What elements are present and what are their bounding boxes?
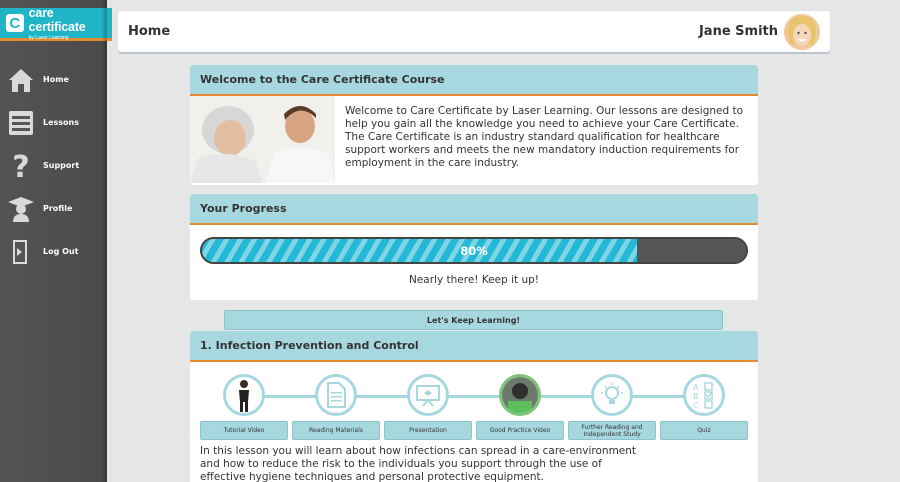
step-tutorial-video[interactable] <box>200 374 288 440</box>
home-icon <box>6 65 36 95</box>
lesson-description: In this lesson you will learn about how infections can spread in a care-environment and how to reduce the risk to the individuals you support through the use of effective hygiene techniques and personal protective equipment. <box>200 445 637 482</box>
lesson-steps <box>190 362 758 444</box>
step-good-practice-video[interactable] <box>476 374 564 440</box>
question-icon <box>6 151 36 181</box>
page-title: Home <box>128 24 171 39</box>
graduate-icon <box>6 194 36 224</box>
sidebar-item-label: Lessons <box>43 118 79 127</box>
logo-mark: C <box>6 14 24 32</box>
sidebar-item-lessons[interactable] <box>0 101 107 144</box>
welcome-card <box>190 65 758 185</box>
lessons-icon <box>6 108 36 138</box>
lesson-title: 1. Infection Prevention and Control <box>190 331 758 362</box>
step-label[interactable]: Quiz <box>660 421 748 440</box>
svg-text:C: C <box>693 401 699 409</box>
welcome-text: Welcome to Care Certificate by Laser Learning. Our lessons are designed to help you gain all the knowledge you need to achieve your Care Certificate. The Care Certificate is an industry standard qualification for healthcare support workers and meets the new mandatory induction requirements for employment in the care industry. <box>345 105 744 169</box>
lightbulb-icon[interactable] <box>591 374 633 416</box>
step-further-reading[interactable] <box>568 374 656 440</box>
logo-title: care certificate <box>28 5 86 34</box>
document-icon[interactable] <box>315 374 357 416</box>
welcome-title: Welcome to the Care Certificate Course <box>190 65 758 96</box>
logout-icon <box>6 237 36 267</box>
sidebar-item-label: Profile <box>43 204 73 213</box>
step-reading-materials[interactable] <box>292 374 380 440</box>
progress-card <box>190 194 758 300</box>
step-presentation[interactable] <box>384 374 472 440</box>
sidebar-nav <box>0 58 107 273</box>
progress-bar <box>200 237 748 264</box>
video-thumbnail-icon[interactable] <box>499 374 541 416</box>
sidebar-item-logout[interactable] <box>0 230 107 273</box>
presentation-icon[interactable] <box>407 374 449 416</box>
logo[interactable] <box>0 5 112 41</box>
sidebar-item-profile[interactable] <box>0 187 107 230</box>
user-menu[interactable] <box>699 14 820 50</box>
svg-text:A: A <box>693 383 699 392</box>
svg-text:B: B <box>693 392 699 401</box>
step-quiz[interactable] <box>660 374 748 440</box>
sidebar-item-label: Home <box>43 75 69 84</box>
sidebar-item-home[interactable] <box>0 58 107 101</box>
sidebar-item-label: Log Out <box>43 247 79 256</box>
progress-percent: 80% <box>460 243 488 258</box>
logo-tagline: by Laser Learning <box>28 34 69 41</box>
user-name: Jane Smith <box>698 24 778 39</box>
top-header <box>118 11 830 52</box>
welcome-image <box>190 96 335 183</box>
step-label[interactable]: Tutorial Video <box>200 421 288 440</box>
step-label[interactable]: Reading Materials <box>292 421 380 440</box>
progress-title: Your Progress <box>190 194 758 225</box>
svg-text:?: ? <box>12 150 30 181</box>
step-label[interactable]: Further Reading and Independent Study <box>568 421 656 440</box>
keep-learning-banner: Let's Keep Learning! <box>224 310 723 330</box>
lesson-card <box>190 331 758 482</box>
step-label[interactable]: Presentation <box>384 421 472 440</box>
sidebar-item-support[interactable] <box>0 144 107 187</box>
sidebar-item-label: Support <box>43 161 80 170</box>
step-label[interactable]: Good Practice Video <box>476 421 564 440</box>
avatar[interactable] <box>784 14 820 50</box>
person-icon[interactable] <box>223 374 265 416</box>
sidebar <box>0 0 107 482</box>
quiz-icon[interactable] <box>683 374 725 416</box>
progress-message: Nearly there! Keep it up! <box>408 274 540 286</box>
